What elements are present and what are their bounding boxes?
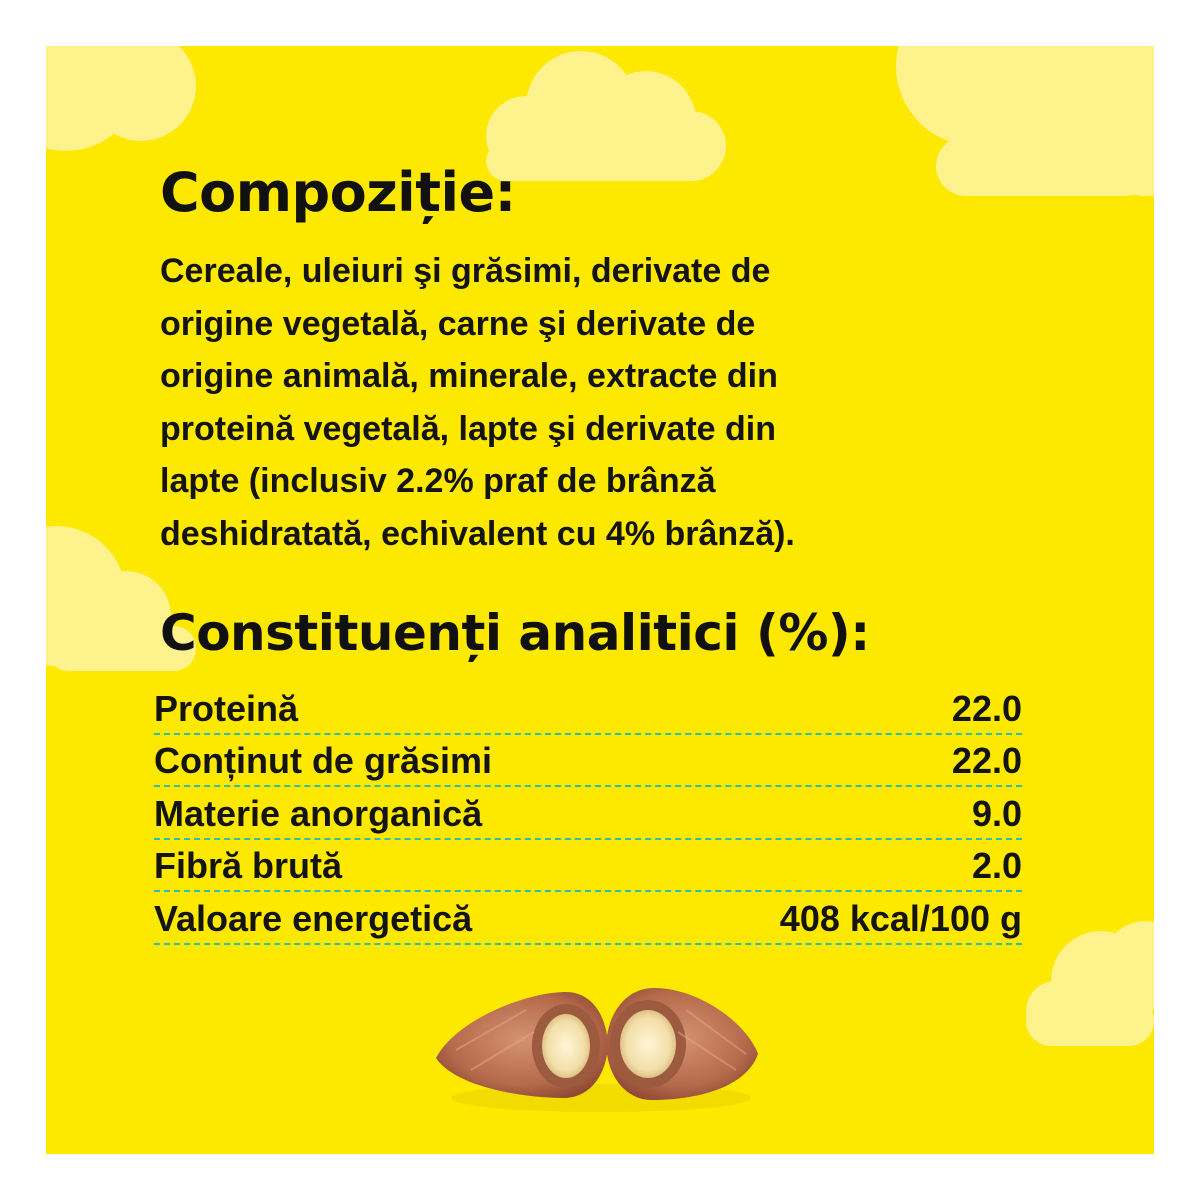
composition-text bbox=[160, 245, 1020, 560]
row-label: Valoare energetică bbox=[154, 897, 473, 939]
row-value: 9.0 bbox=[971, 792, 1022, 834]
row-value: 408 kcal/100 g bbox=[779, 897, 1022, 939]
treat-pillow-icon bbox=[416, 970, 776, 1120]
table-row bbox=[154, 840, 1022, 893]
nutrition-panel bbox=[46, 46, 1154, 1154]
label-content bbox=[46, 46, 1154, 1154]
row-value: 2.0 bbox=[971, 845, 1022, 887]
row-label: Proteină bbox=[154, 687, 299, 729]
table-row bbox=[154, 787, 1022, 840]
row-value: 22.0 bbox=[951, 687, 1022, 729]
row-value: 22.0 bbox=[951, 740, 1022, 782]
composition-line: lapte (inclusiv 2.2% praf de brânză bbox=[160, 462, 716, 500]
row-label: Materie anorganică bbox=[154, 792, 483, 834]
analytical-table bbox=[154, 682, 1022, 945]
table-row bbox=[154, 682, 1022, 735]
composition-line: Cereale, uleiuri şi grăsimi, derivate de bbox=[160, 252, 771, 290]
table-row bbox=[154, 892, 1022, 945]
composition-line: proteină vegetală, lapte şi derivate din bbox=[160, 409, 776, 448]
row-label: Conținut de grăsimi bbox=[154, 740, 493, 782]
composition-line: deshidratată, echivalent cu 4% brânză). bbox=[160, 514, 795, 553]
composition-title: Compoziție: bbox=[160, 161, 516, 224]
composition-line: origine vegetală, carne şi derivate de bbox=[160, 304, 756, 343]
table-row bbox=[154, 735, 1022, 788]
row-label: Fibră brută bbox=[154, 845, 343, 887]
analytical-title: Constituenți analitici (%): bbox=[160, 604, 870, 662]
composition-line: origine animală, minerale, extracte din bbox=[160, 357, 778, 395]
